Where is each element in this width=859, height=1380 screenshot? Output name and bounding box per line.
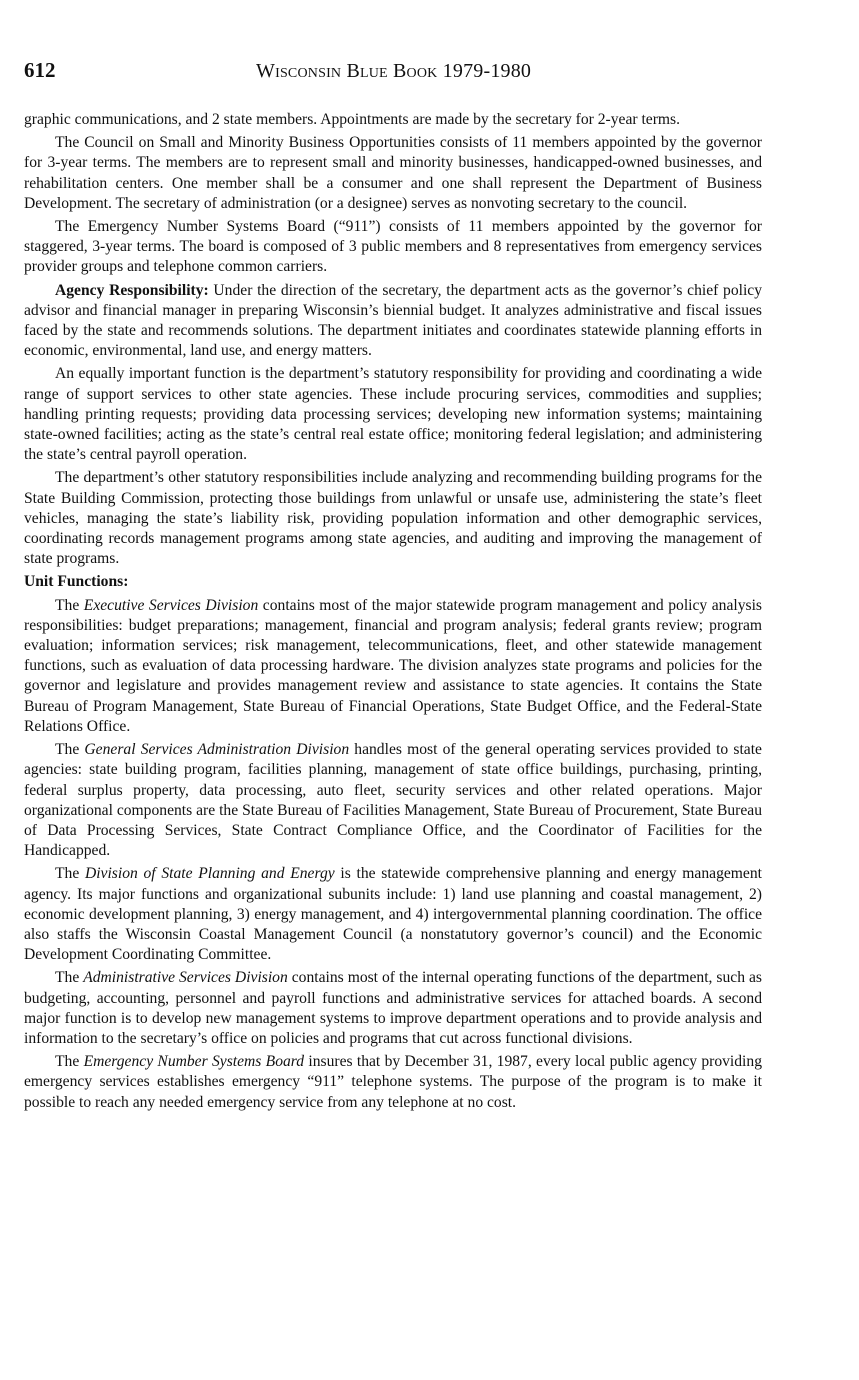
unit-functions-heading: Unit Functions: <box>24 573 129 591</box>
page-number: 612 <box>24 58 56 82</box>
text-run: insures that by December 31, 1987, every local public agency providing emergency services establishes emergency “911” telephone systems. The purpose of the program is to make it possible to reach any needed emergency service from any telephone at no cost. <box>24 1053 762 1111</box>
division-name: General Services Administration Division <box>84 741 350 759</box>
paragraph-agency-responsibility <box>24 281 762 362</box>
body-text <box>24 110 762 1113</box>
paragraph-general-services <box>24 740 762 861</box>
text-run: The <box>55 969 84 987</box>
text-run: is the statewide comprehensive planning and energy management agency. Its major functions and organizational subunits include: 1) land use planning and coastal management, 2) economic development planning, 3) energy management, and 4) intergovernmental planning coordination. The office also staffs the Wisconsin Coastal Management Council (a nonstatutory governor’s council) and the Economic Development Coordinating Committee. <box>24 865 762 964</box>
paragraph-support-services: An equally important function is the department’s statutory responsibility for providing and coordinating a wide range of support services to other state agencies. These include procuring services, commodities and supplies; handling printing requests; providing data processing services; developing new information systems; maintaining state-owned facilities; acting as the state’s central real estate office; monitoring federal legislation; and administering the state’s central payroll operation. <box>24 365 762 464</box>
text-run: contains most of the internal operating functions of the department, such as budgeting, accounting, personnel and payroll functions and administrative services for attached boards. A second major function is to develop new management systems to improve department operations and to provide analysis and information to the secretary’s office on policies and programs that cut across functional divisions. <box>24 969 762 1047</box>
text-run: The <box>55 741 85 759</box>
paragraph-continuation: graphic communications, and 2 state members. Appointments are made by the secretary for 2-year terms. <box>24 111 681 128</box>
paragraph-emergency-number-board <box>24 1052 762 1113</box>
board-name: Emergency Number Systems Board <box>83 1053 305 1071</box>
agency-responsibility-text: Under the direction of the secretary, the department acts as the governor’s chief policy advisor and financial manager in preparing Wisconsin’s biennial budget. It analyzes administrative and fiscal issues faced by the state and recommends solutions. The department initiates and coordinates statewide planning efforts in economic, environmental, land use, and energy matters. <box>24 281 762 360</box>
paragraph-administrative-services <box>24 968 762 1049</box>
paragraph-executive-services <box>24 596 762 737</box>
paragraph-small-minority-council: The Council on Small and Minority Business Opportunities consists of 11 members appointed by the governor for 3-year terms. The members are to represent small and minority businesses, handicapped-owned businesses, and rehabilitation centers. One member shall be a consumer and one shall represent the Department of Business Development. The secretary of administration (or a designee) serves as nonvoting secretary to the council. <box>24 134 762 212</box>
text-run: The <box>55 865 85 883</box>
text-run: The <box>55 596 84 614</box>
division-name: Division of State Planning and Energy <box>84 865 335 883</box>
division-name: Administrative Services Division <box>83 969 288 987</box>
division-name: Executive Services Division <box>83 596 259 614</box>
paragraph-other-responsibilities: The department’s other statutory responsibilities include analyzing and recommending building programs for the State Building Commission, protecting those buildings from unlawful or unsafe use, administering the state’s fleet vehicles, managing the state’s liability risk, providing population information and other demographic services, coordinating records management programs among state agencies, and auditing and improving the management of state programs. <box>24 469 762 568</box>
page-header <box>24 58 763 88</box>
text-run: handles most of the general operating services provided to state agencies: state building program, facilities planning, management of state office buildings, purchasing, printing, federal surplus property, data processing, auto fleet, security services and other related operations. Major organizational components are the State Bureau of Facilities Management, State Bureau of Procurement, State Bureau of Data Processing Services, State Contract Compliance Office, and the Coordinator of Facilities for the Handicapped. <box>24 741 762 860</box>
agency-responsibility-heading: Agency Responsibility: <box>55 281 209 299</box>
paragraph-state-planning <box>24 864 762 965</box>
paragraph-emergency-board: The Emergency Number Systems Board (“911”) consists of 11 members appointed by the governor for staggered, 3-year terms. The board is composed of 3 public members and 8 representatives from emergency services provider groups and telephone common carriers. <box>24 218 762 276</box>
text-run: contains most of the major statewide program management and policy analysis responsibilities: budget preparations; management, financial and program analysis; federal grants review; program evaluation; information services; risk management, telecommunications, fleet, and other statewide management functions, such as evaluation of data processing hardware. The division analyzes state programs and policies for the governor and legislature and provides management review and assistance to state agencies. It contains the State Bureau of Program Management, State Bureau of Financial Operations, State Budget Office, and the Federal-State Relations Office. <box>24 596 763 735</box>
running-title: Wisconsin Blue Book 1979-1980 <box>256 60 532 82</box>
text-run: The <box>55 1053 84 1071</box>
